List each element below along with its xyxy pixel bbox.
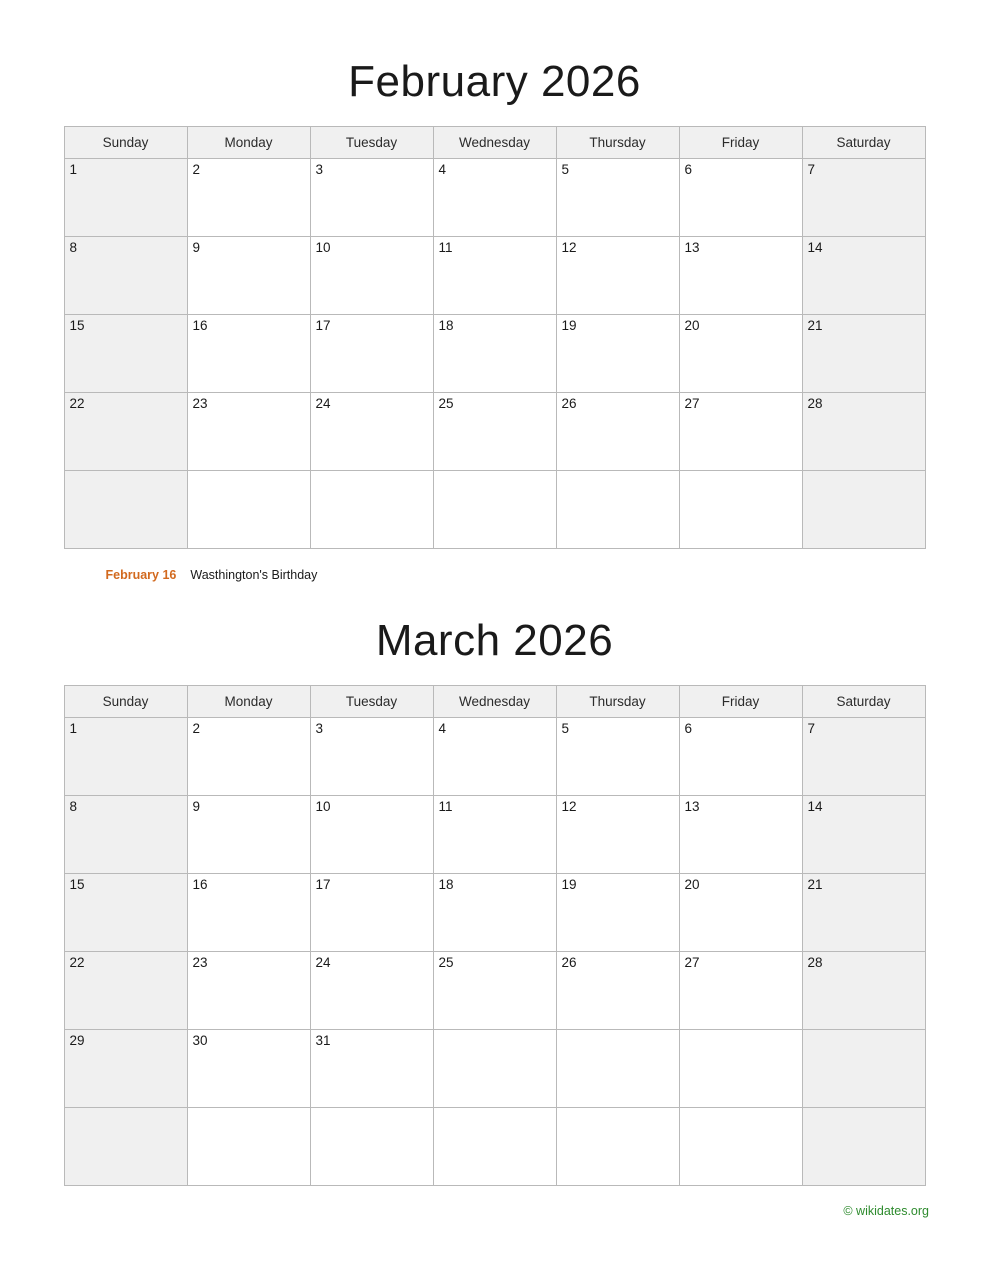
calendar-week-row — [64, 796, 925, 874]
weekday-header-thursday: Thursday — [556, 686, 679, 718]
day-number: 21 — [807, 318, 823, 334]
day-number: 6 — [684, 162, 693, 178]
day-number: 7 — [807, 162, 816, 178]
day-cell[interactable] — [310, 952, 433, 1030]
day-number: 17 — [315, 318, 331, 334]
day-cell[interactable] — [64, 1108, 187, 1186]
day-cell[interactable] — [187, 1030, 310, 1108]
day-number: 12 — [561, 799, 577, 815]
day-cell[interactable] — [310, 159, 433, 237]
day-number: 25 — [438, 396, 454, 412]
day-cell[interactable] — [310, 471, 433, 549]
day-number: 10 — [315, 799, 331, 815]
day-cell[interactable] — [802, 237, 925, 315]
calendar-week-row — [64, 393, 925, 471]
weekday-header-friday: Friday — [679, 686, 802, 718]
month-block-february — [64, 0, 926, 549]
day-cell[interactable] — [556, 315, 679, 393]
calendar-week-row — [64, 159, 925, 237]
day-cell[interactable] — [556, 718, 679, 796]
day-number: 18 — [438, 877, 454, 893]
calendar-week-row — [64, 1108, 925, 1186]
day-number: 16 — [192, 877, 208, 893]
weekday-header-saturday: Saturday — [802, 127, 925, 159]
event-item — [64, 565, 926, 587]
day-cell[interactable] — [433, 1108, 556, 1186]
weekday-header-wednesday: Wednesday — [433, 127, 556, 159]
day-cell[interactable] — [433, 159, 556, 237]
weekday-header-monday: Monday — [187, 686, 310, 718]
day-cell[interactable] — [802, 315, 925, 393]
weekday-header-tuesday: Tuesday — [310, 127, 433, 159]
day-number: 2 — [192, 162, 201, 178]
calendar-week-row — [64, 315, 925, 393]
day-number: 22 — [69, 396, 85, 412]
day-cell[interactable] — [802, 393, 925, 471]
day-number: 18 — [438, 318, 454, 334]
day-number: 27 — [684, 396, 700, 412]
day-number: 13 — [684, 240, 700, 256]
day-cell[interactable] — [556, 1108, 679, 1186]
day-number: 11 — [438, 240, 453, 256]
weekday-header-saturday: Saturday — [802, 686, 925, 718]
day-cell[interactable] — [310, 1108, 433, 1186]
day-cell[interactable] — [433, 718, 556, 796]
weekday-header-thursday: Thursday — [556, 127, 679, 159]
day-number: 28 — [807, 955, 823, 971]
day-cell[interactable] — [679, 237, 802, 315]
day-cell[interactable] — [433, 874, 556, 952]
weekday-header-friday: Friday — [679, 127, 802, 159]
events-list-february — [64, 549, 926, 589]
day-number: 23 — [192, 396, 208, 412]
day-number: 23 — [192, 955, 208, 971]
day-cell[interactable] — [310, 237, 433, 315]
day-number: 4 — [438, 721, 447, 737]
weekday-header-wednesday: Wednesday — [433, 686, 556, 718]
day-number: 8 — [69, 799, 78, 815]
day-cell[interactable] — [64, 1030, 187, 1108]
month-title-march: March 2026 — [375, 615, 614, 665]
day-number: 5 — [561, 162, 570, 178]
day-number: 3 — [315, 721, 324, 737]
day-number: 14 — [807, 799, 823, 815]
day-cell[interactable] — [802, 1108, 925, 1186]
day-cell[interactable] — [310, 393, 433, 471]
weekday-header-monday: Monday — [187, 127, 310, 159]
day-cell[interactable] — [64, 952, 187, 1030]
day-number: 20 — [684, 877, 700, 893]
day-cell[interactable] — [64, 159, 187, 237]
day-number: 26 — [561, 955, 577, 971]
day-number: 22 — [69, 955, 85, 971]
day-cell[interactable] — [187, 952, 310, 1030]
day-number: 30 — [192, 1033, 208, 1049]
calendar-week-row — [64, 874, 925, 952]
day-cell[interactable] — [187, 796, 310, 874]
calendar-week-row — [64, 471, 925, 549]
event-date: February 16 — [105, 568, 177, 583]
day-number: 27 — [684, 955, 700, 971]
day-cell[interactable] — [433, 1030, 556, 1108]
day-number: 15 — [69, 877, 85, 893]
day-number: 19 — [561, 877, 577, 893]
day-cell[interactable] — [679, 1030, 802, 1108]
day-cell[interactable] — [187, 393, 310, 471]
month-title-february: February 2026 — [348, 57, 641, 106]
day-number: 9 — [192, 799, 201, 815]
day-cell[interactable] — [187, 718, 310, 796]
day-cell[interactable] — [679, 874, 802, 952]
day-cell[interactable] — [802, 796, 925, 874]
day-number: 9 — [192, 240, 201, 256]
day-cell[interactable] — [679, 952, 802, 1030]
day-cell[interactable] — [679, 315, 802, 393]
day-number: 4 — [438, 162, 447, 178]
day-number: 5 — [561, 721, 570, 737]
day-cell[interactable] — [187, 874, 310, 952]
day-cell[interactable] — [433, 471, 556, 549]
weekday-header-sunday: Sunday — [64, 686, 187, 718]
day-cell[interactable] — [187, 1108, 310, 1186]
day-cell[interactable] — [310, 796, 433, 874]
day-cell[interactable] — [679, 1108, 802, 1186]
day-number: 31 — [315, 1033, 331, 1049]
day-cell[interactable] — [802, 1030, 925, 1108]
calendar-week-row — [64, 1030, 925, 1108]
day-cell[interactable] — [187, 315, 310, 393]
weekday-header-tuesday: Tuesday — [310, 686, 433, 718]
day-cell[interactable] — [64, 471, 187, 549]
day-cell[interactable] — [679, 796, 802, 874]
month-block-march — [64, 589, 926, 1186]
day-number: 26 — [561, 396, 577, 412]
footer-credit[interactable]: © wikidates.org — [843, 1204, 929, 1218]
day-cell[interactable] — [556, 874, 679, 952]
calendar-week-row — [64, 237, 925, 315]
calendar-week-row — [64, 952, 925, 1030]
day-cell[interactable] — [310, 718, 433, 796]
day-cell[interactable] — [64, 718, 187, 796]
day-cell[interactable] — [556, 952, 679, 1030]
day-cell[interactable] — [433, 952, 556, 1030]
day-cell[interactable] — [679, 718, 802, 796]
day-number: 19 — [561, 318, 577, 334]
day-number: 14 — [807, 240, 823, 256]
day-number: 12 — [561, 240, 577, 256]
day-cell[interactable] — [433, 393, 556, 471]
day-number: 21 — [807, 877, 823, 893]
day-number: 29 — [69, 1033, 85, 1049]
day-cell[interactable] — [802, 718, 925, 796]
weekday-header-row — [64, 127, 925, 159]
day-cell[interactable] — [556, 159, 679, 237]
day-cell[interactable] — [556, 1030, 679, 1108]
day-cell[interactable] — [187, 471, 310, 549]
day-cell[interactable] — [679, 393, 802, 471]
day-cell[interactable] — [802, 874, 925, 952]
day-number: 7 — [807, 721, 816, 737]
calendar-table-february — [64, 126, 926, 549]
day-cell[interactable] — [679, 159, 802, 237]
day-number: 20 — [684, 318, 700, 334]
day-number: 25 — [438, 955, 454, 971]
weekday-header-row — [64, 686, 925, 718]
day-number: 2 — [192, 721, 201, 737]
day-number: 24 — [315, 396, 331, 412]
day-number: 28 — [807, 396, 823, 412]
day-cell[interactable] — [310, 315, 433, 393]
day-number: 1 — [69, 721, 78, 737]
day-cell[interactable] — [433, 796, 556, 874]
day-cell[interactable] — [556, 237, 679, 315]
calendar-table-march — [64, 685, 926, 1186]
calendar-week-row — [64, 718, 925, 796]
day-cell[interactable] — [310, 874, 433, 952]
day-cell[interactable] — [556, 393, 679, 471]
day-cell[interactable] — [64, 796, 187, 874]
day-number: 11 — [438, 799, 453, 815]
day-number: 1 — [69, 162, 78, 178]
day-cell[interactable] — [187, 159, 310, 237]
day-cell[interactable] — [187, 237, 310, 315]
event-name: Wasthington's Birthday — [190, 568, 318, 583]
day-number: 13 — [684, 799, 700, 815]
day-cell[interactable] — [802, 952, 925, 1030]
day-number: 16 — [192, 318, 208, 334]
day-number: 15 — [69, 318, 85, 334]
day-number: 24 — [315, 955, 331, 971]
day-cell[interactable] — [556, 796, 679, 874]
day-cell[interactable] — [802, 159, 925, 237]
day-cell[interactable] — [64, 237, 187, 315]
day-cell[interactable] — [433, 237, 556, 315]
day-number: 10 — [315, 240, 331, 256]
day-cell[interactable] — [64, 393, 187, 471]
day-cell[interactable] — [64, 874, 187, 952]
day-cell[interactable] — [310, 1030, 433, 1108]
day-number: 8 — [69, 240, 78, 256]
day-cell[interactable] — [64, 315, 187, 393]
day-cell[interactable] — [433, 315, 556, 393]
day-number: 17 — [315, 877, 331, 893]
day-number: 3 — [315, 162, 324, 178]
day-number: 6 — [684, 721, 693, 737]
day-cell[interactable] — [802, 471, 925, 549]
day-cell[interactable] — [556, 471, 679, 549]
weekday-header-sunday: Sunday — [64, 127, 187, 159]
day-cell[interactable] — [679, 471, 802, 549]
